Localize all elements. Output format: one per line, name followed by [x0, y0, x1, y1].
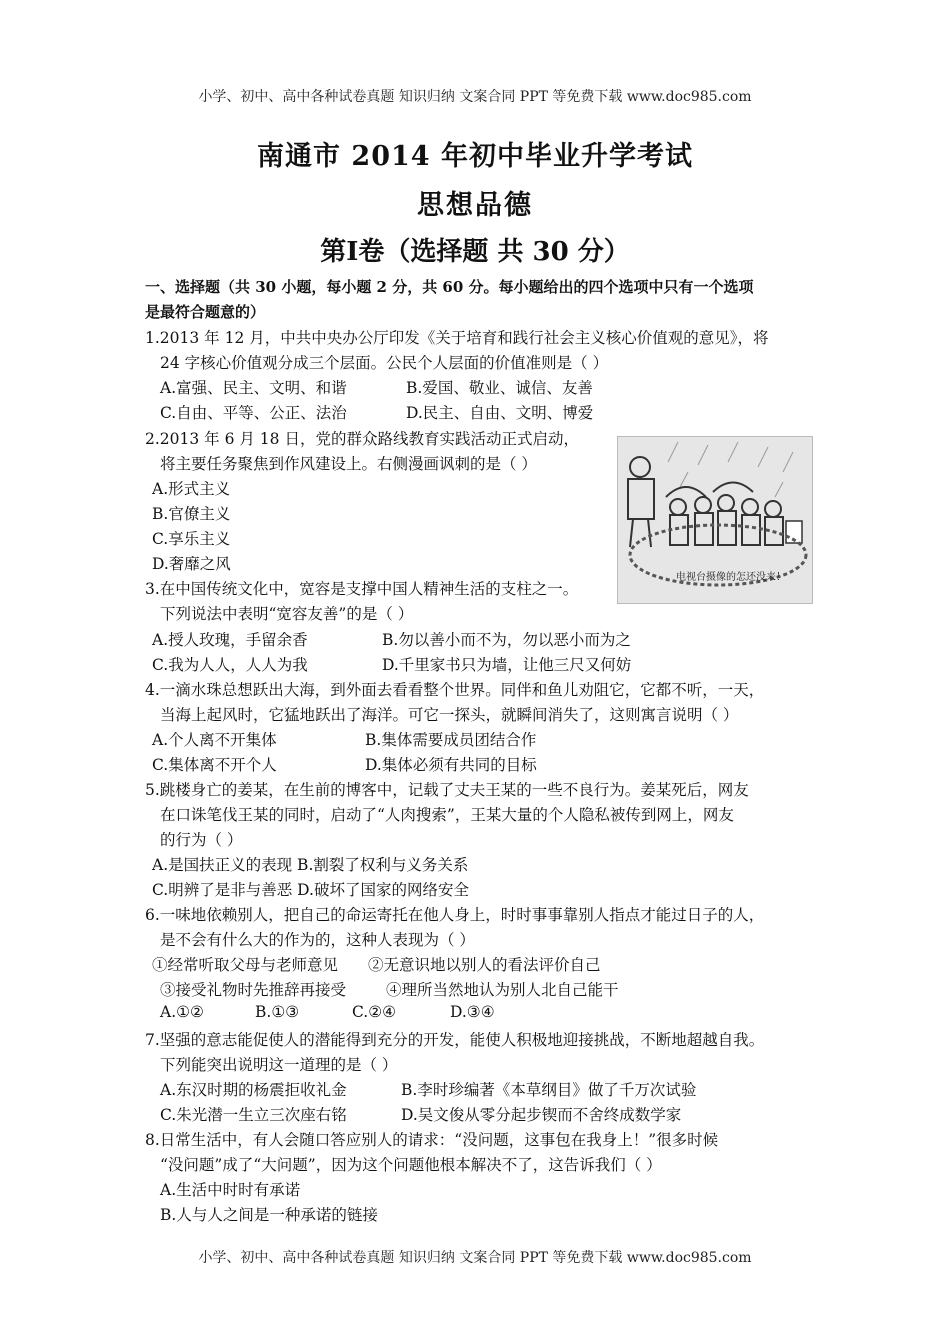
q6-stem-cont: 是不会有什么大的作为的，这种人表现为（ ） — [160, 931, 475, 949]
subject-title: 思想品德 — [417, 190, 533, 221]
q7-stem-cont: 下列能突出说明这一道理的是（ ） — [160, 1056, 398, 1074]
q3-stem: 3.在中国传统文化中，宽容是支撑中国人精神生活的支柱之一。 — [145, 580, 579, 598]
q5-options-ab: A.是国扶正义的表现 B.割裂了权利与义务关系 — [152, 856, 469, 874]
part-title: 第Ⅰ卷（选择题 共 30 分） — [320, 237, 630, 267]
q3-option-c: C.我为人人，人人为我 — [152, 656, 308, 674]
q6-item-3: ③接受礼物时先推辞再接受 — [160, 981, 347, 999]
q7-stem: 7.坚强的意志能促使人的潜能得到充分的开发，能使人积极地迎接挑战，不断地超越自我。 — [145, 1031, 765, 1049]
q7-option-d: D.吴文俊从零分起步锲而不舍终成数学家 — [401, 1106, 682, 1124]
q8-stem-cont: “没问题”成了“大问题”，因为这个问题他根本解决不了，这告诉我们（ ） — [160, 1156, 662, 1174]
q7-option-c: C.朱光潜一生立三次座右铭 — [160, 1106, 347, 1124]
q8-stem: 8.日常生活中，有人会随口答应别人的请求：“没问题，这事包在我身上！”很多时候 — [145, 1131, 719, 1149]
q2-stem-cont: 将主要任务聚焦到作风建设上。右侧漫画讽刺的是（ ） — [160, 455, 537, 473]
q6-option-a: A.①② — [160, 1003, 204, 1021]
q6-stem: 6.一味地依赖别人，把自己的命运寄托在他人身上，时时事事靠别人指点才能过日子的人， — [145, 906, 765, 924]
q1-stem: 1.2013 年 12 月，中共中央办公厅印发《关于培育和践行社会主义核心价值观的意见》，将 — [145, 329, 769, 347]
q2-option-c: C.享乐主义 — [152, 530, 231, 548]
q4-stem-cont: 当海上起风时，它猛地跃出了海洋。可它一探头，就瞬间消失了，这则寓言说明（ ） — [160, 706, 739, 724]
q8-option-a: A.生活中时时有承诺 — [160, 1181, 301, 1199]
q1-option-c: C.自由、平等、公正、法治 — [160, 404, 347, 422]
q5-stem-cont: 在口诛笔伐王某的同时，启动了“人肉搜索”，王某大量的个人隐私被传到网上，网友 — [160, 806, 734, 824]
page-header: 小学、初中、高中各种试卷真题 知识归纳 文案合同 PPT 等免费下载 www.doc985.com — [198, 89, 752, 105]
q6-option-c: C.②④ — [352, 1003, 397, 1021]
page-footer: 小学、初中、高中各种试卷真题 知识归纳 文案合同 PPT 等免费下载 www.doc985.com — [198, 1250, 752, 1266]
exam-title: 南通市 2014 年初中毕业升学考试 — [257, 141, 693, 172]
q5-stem: 5.跳楼身亡的姜某，在生前的博客中，记载了丈夫王某的一些不良行为。姜某死后，网友 — [145, 781, 749, 799]
q2-option-a: A.形式主义 — [152, 480, 231, 498]
q2-stem: 2.2013 年 6 月 18 日，党的群众路线教育实践活动正式启动， — [145, 430, 579, 448]
q4-option-b: B.集体需要成员团结合作 — [365, 731, 537, 749]
q2-option-d: D.奢靡之风 — [152, 555, 231, 573]
q4-stem: 4.一滴水珠总想跃出大海，到外面去看看整个世界。同伴和鱼儿劝阻它，它都不听，一天， — [145, 681, 765, 699]
q4-option-d: D.集体必须有共同的目标 — [365, 756, 537, 774]
cartoon-image — [617, 436, 813, 604]
q7-option-b: B.李时珍编著《本草纲目》做了千万次试验 — [401, 1081, 697, 1099]
q1-option-d: D.民主、自由、文明、博爱 — [406, 404, 594, 422]
q6-item-4: ④理所当然地认为别人北自己能干 — [386, 981, 619, 999]
q3-option-a: A.授人玫瑰，手留余香 — [152, 631, 308, 649]
q3-stem-cont: 下列说法中表明“宽容友善”的是（ ） — [160, 605, 414, 623]
q1-option-b: B.爱国、敬业、诚信、友善 — [406, 379, 593, 397]
q6-option-b: B.①③ — [255, 1003, 300, 1021]
q8-option-b: B.人与人之间是一种承诺的链接 — [160, 1206, 378, 1224]
q3-option-d: D.千里家书只为墙，让他三尺又何妨 — [382, 656, 632, 674]
q3-option-b: B.勿以善小而不为，勿以恶小而为之 — [382, 631, 631, 649]
q4-option-a: A.个人离不开集体 — [152, 731, 277, 749]
q2-option-b: B.官僚主义 — [152, 505, 231, 523]
q4-option-c: C.集体离不开个人 — [152, 756, 277, 774]
q1-stem-cont: 24 字核心价值观分成三个层面。公民个人层面的价值准则是（ ） — [160, 354, 609, 372]
section-heading: 一、选择题（共 30 小题，每小题 2 分，共 60 分。每小题给出的四个选项中只有一个选项 — [145, 278, 754, 296]
q7-option-a: A.东汉时期的杨震拒收礼金 — [160, 1081, 347, 1099]
q5-options-cd: C.明辨了是非与善恶 D.破坏了国家的网络安全 — [152, 881, 469, 899]
q6-option-d: D.③④ — [450, 1003, 495, 1021]
q5-stem-end: 的行为（ ） — [160, 831, 243, 849]
q1-option-a: A.富强、民主、文明、和谐 — [160, 379, 347, 397]
section-heading-cont: 是最符合题意的） — [145, 303, 266, 321]
cartoon-caption: 电视台摄像的怎还没来！ — [676, 572, 786, 583]
q6-item-2: ②无意识地以别人的看法评价自己 — [368, 956, 601, 974]
q6-item-1: ①经常听取父母与老师意见 — [152, 956, 339, 974]
